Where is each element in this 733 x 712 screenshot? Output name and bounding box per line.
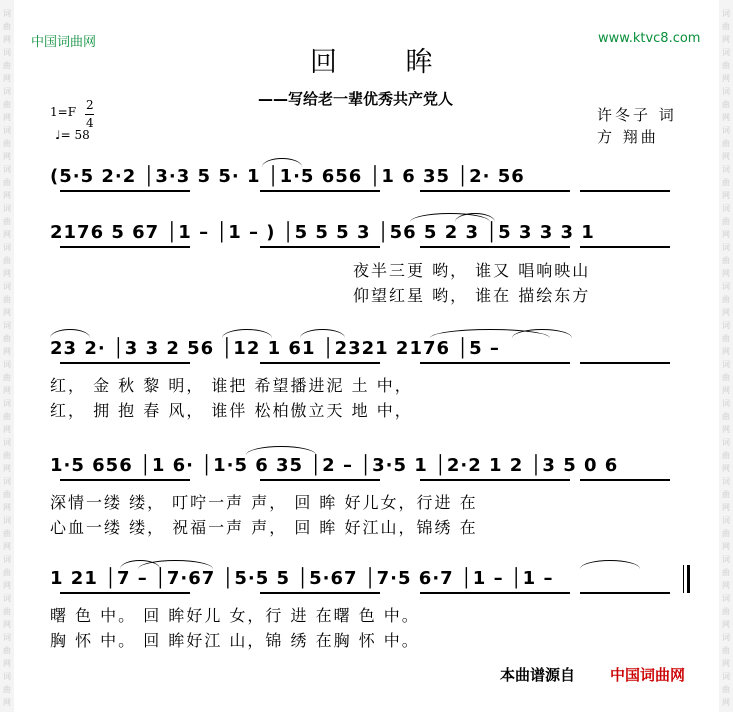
watermark-char: 词: [722, 321, 730, 330]
watermark-char: 曲: [3, 646, 11, 655]
watermark-char: 曲: [722, 529, 730, 538]
watermark-char: 词: [722, 87, 730, 96]
watermark-char: 词: [3, 243, 11, 252]
watermark-char: 曲: [3, 685, 11, 694]
watermark-char: 词: [3, 165, 11, 174]
watermark-char: 词: [3, 555, 11, 564]
watermark-char: 网: [3, 659, 11, 668]
score-line-3-lyrics-verse1: 红， 金 秋 黎 明， 谁把 希望播进泥 土 中，: [50, 376, 413, 395]
watermark-char: 网: [722, 113, 730, 122]
watermark-char: 网: [722, 386, 730, 395]
watermark-char: 曲: [722, 568, 730, 577]
watermark-char: 词: [3, 672, 11, 681]
watermark-char: 词: [3, 399, 11, 408]
beam-underline: [260, 190, 380, 192]
watermark-char: 词: [3, 594, 11, 603]
watermark-char: 曲: [722, 100, 730, 109]
watermark-char: 曲: [722, 139, 730, 148]
watermark-char: 网: [722, 308, 730, 317]
lyricist-credit: 许冬子 词: [597, 106, 677, 124]
right-watermark: [719, 0, 733, 712]
watermark-char: 词: [3, 321, 11, 330]
watermark-char: 网: [722, 425, 730, 434]
watermark-char: 词: [722, 282, 730, 291]
score-line-2-notes: 2176 5 67 │1 – │1 – ) │5 5 5 3 │56 5 2 3 │5 3 3 3 1: [50, 222, 595, 243]
watermark-char: 词: [3, 87, 11, 96]
watermark-char: 词: [722, 633, 730, 642]
watermark-char: 词: [722, 516, 730, 525]
watermark-char: 词: [3, 282, 11, 291]
watermark-char: 曲: [3, 178, 11, 187]
watermark-char: 网: [722, 152, 730, 161]
tempo-mark: ♩= 58: [55, 128, 90, 142]
watermark-char: 曲: [3, 412, 11, 421]
watermark-char: 词: [722, 672, 730, 681]
final-barline-thick: [687, 565, 690, 593]
score-line-2-lyrics-verse1: 夜半三更 哟， 谁又 唱响映山: [353, 261, 591, 280]
watermark-char: 曲: [3, 139, 11, 148]
watermark-char: 曲: [3, 334, 11, 343]
watermark-char: 网: [3, 113, 11, 122]
time-signature-divider: [85, 114, 94, 115]
watermark-char: 网: [722, 347, 730, 356]
watermark-char: 词: [722, 243, 730, 252]
watermark-char: 曲: [722, 61, 730, 70]
beam-underline: [420, 592, 570, 594]
beam-underline: [60, 362, 190, 364]
beam-underline: [260, 362, 380, 364]
watermark-char: 网: [3, 230, 11, 239]
watermark-char: 网: [722, 620, 730, 629]
watermark-char: 网: [722, 542, 730, 551]
score-line-2-lyrics-verse2: 仰望红星 哟， 谁在 描绘东方: [353, 286, 591, 305]
watermark-char: 网: [3, 347, 11, 356]
watermark-char: 曲: [722, 22, 730, 31]
watermark-char: 网: [3, 152, 11, 161]
score-line-3-notes: 23 2· │3 3 2 56 │12 1 61 │2321 2176 │5 –: [50, 338, 500, 359]
beam-underline: [260, 246, 380, 248]
watermark-char: 词: [3, 204, 11, 213]
watermark-char: 词: [3, 438, 11, 447]
slur-arc: [262, 158, 302, 167]
beam-underline: [580, 190, 670, 192]
beam-underline: [420, 190, 570, 192]
watermark-char: 词: [722, 438, 730, 447]
watermark-char: 词: [3, 477, 11, 486]
left-watermark: [0, 0, 14, 712]
score-line-5-lyrics-verse2: 胸 怀 中。 回 眸好江 山，锦 绣 在胸 怀 中。: [50, 631, 420, 650]
watermark-char: 曲: [722, 295, 730, 304]
watermark-char: 词: [3, 126, 11, 135]
watermark-char: 网: [3, 581, 11, 590]
watermark-char: 网: [3, 269, 11, 278]
slur-arc: [300, 329, 345, 338]
watermark-char: 曲: [722, 334, 730, 343]
slur-arc: [512, 329, 572, 338]
watermark-char: 词: [722, 555, 730, 564]
beam-underline: [60, 246, 190, 248]
beam-underline: [580, 362, 670, 364]
watermark-char: 网: [722, 269, 730, 278]
watermark-char: 曲: [722, 490, 730, 499]
watermark-char: 网: [722, 659, 730, 668]
slur-arc: [50, 329, 90, 338]
beam-underline: [260, 479, 380, 481]
watermark-char: 曲: [3, 529, 11, 538]
watermark-char: 词: [722, 126, 730, 135]
slur-arc: [455, 213, 495, 222]
watermark-char: 词: [722, 165, 730, 174]
watermark-char: 词: [722, 399, 730, 408]
site-name-left[interactable]: 中国词曲网: [31, 35, 97, 50]
beam-underline: [60, 190, 190, 192]
watermark-char: 网: [3, 698, 11, 707]
watermark-char: 词: [722, 477, 730, 486]
final-barline-thin: [683, 565, 684, 593]
watermark-char: 网: [3, 191, 11, 200]
watermark-char: 曲: [722, 178, 730, 187]
score-line-4-lyrics-verse1: 深情一缕 缕， 叮咛一声 声， 回 眸 好儿女，行进 在: [50, 493, 478, 512]
time-signature-bottom: 4: [86, 116, 94, 130]
watermark-char: 网: [3, 464, 11, 473]
watermark-char: 曲: [722, 412, 730, 421]
watermark-char: 曲: [722, 607, 730, 616]
watermark-char: 词: [722, 360, 730, 369]
watermark-char: 网: [3, 620, 11, 629]
watermark-char: 网: [3, 386, 11, 395]
watermark-char: 曲: [722, 646, 730, 655]
beam-underline: [580, 479, 670, 481]
watermark-char: 曲: [3, 61, 11, 70]
watermark-char: 网: [3, 308, 11, 317]
slur-arc: [246, 446, 316, 455]
watermark-char: 词: [3, 360, 11, 369]
watermark-char: 词: [722, 204, 730, 213]
watermark-char: 曲: [3, 451, 11, 460]
beam-underline: [420, 362, 570, 364]
watermark-char: 曲: [722, 685, 730, 694]
score-line-5-lyrics-verse1: 曙 色 中。 回 眸好儿 女，行 进 在曙 色 中。: [50, 606, 420, 625]
score-line-1-notes: (5·5 2·2 │3·3 5 5· 1 │1·5 656 │1 6 35 │2· 56: [50, 166, 525, 187]
watermark-char: 曲: [722, 451, 730, 460]
watermark-char: 曲: [3, 373, 11, 382]
footer-source-brand[interactable]: 中国词曲网: [610, 666, 686, 684]
song-subtitle: ——写给老一辈优秀共产党人: [258, 90, 454, 108]
watermark-char: 网: [3, 542, 11, 551]
beam-underline: [580, 592, 670, 594]
watermark-char: 曲: [3, 295, 11, 304]
watermark-char: 曲: [3, 256, 11, 265]
time-signature-top: 2: [86, 98, 94, 112]
watermark-char: 网: [722, 230, 730, 239]
slur-arc: [222, 329, 272, 338]
key-signature: 1=F: [50, 105, 77, 119]
watermark-char: 网: [722, 35, 730, 44]
watermark-char: 曲: [3, 568, 11, 577]
watermark-char: 曲: [722, 373, 730, 382]
site-url[interactable]: www.ktvc8.com: [598, 31, 701, 46]
watermark-char: 曲: [3, 607, 11, 616]
score-line-4-notes: 1·5 656 │1 6· │1·5 6 35 │2 – │3·5 1 │2·2 1 2 │3 5 0 6: [50, 455, 619, 476]
watermark-char: 网: [722, 74, 730, 83]
watermark-char: 词: [722, 594, 730, 603]
slur-arc: [580, 560, 640, 569]
score-line-5-notes: 1 21 │7 – │7·67 │5·5 5 │5·67 │7·5 6·7 │1 – │1 –: [50, 568, 554, 589]
song-title: 回 眸: [310, 47, 463, 78]
score-line-3-lyrics-verse2: 红， 拥 抱 春 风， 谁伴 松柏傲立天 地 中，: [50, 401, 413, 420]
watermark-char: 网: [722, 698, 730, 707]
watermark-char: 曲: [722, 256, 730, 265]
score-line-4-lyrics-verse2: 心血一缕 缕， 祝福一声 声， 回 眸 好江山，锦绣 在: [50, 518, 478, 537]
watermark-char: 曲: [3, 22, 11, 31]
watermark-char: 词: [3, 516, 11, 525]
watermark-char: 网: [722, 464, 730, 473]
composer-credit: 方 翔曲: [597, 128, 659, 146]
beam-underline: [420, 479, 570, 481]
beam-underline: [60, 592, 190, 594]
watermark-char: 曲: [3, 490, 11, 499]
watermark-char: 网: [722, 503, 730, 512]
watermark-char: 词: [3, 48, 11, 57]
watermark-char: 网: [722, 581, 730, 590]
watermark-char: 曲: [3, 100, 11, 109]
watermark-char: 词: [3, 633, 11, 642]
watermark-char: 曲: [722, 217, 730, 226]
beam-underline: [60, 479, 190, 481]
beam-underline: [420, 246, 570, 248]
watermark-char: 网: [3, 74, 11, 83]
watermark-char: 曲: [3, 217, 11, 226]
watermark-char: 词: [722, 9, 730, 18]
watermark-char: 网: [3, 425, 11, 434]
beam-underline: [580, 246, 670, 248]
footer-source-label: 本曲谱源自: [500, 666, 576, 684]
watermark-char: 网: [722, 191, 730, 200]
beam-underline: [260, 592, 380, 594]
watermark-char: 词: [722, 48, 730, 57]
watermark-char: 词: [3, 9, 11, 18]
watermark-char: 网: [3, 35, 11, 44]
watermark-char: 网: [3, 503, 11, 512]
